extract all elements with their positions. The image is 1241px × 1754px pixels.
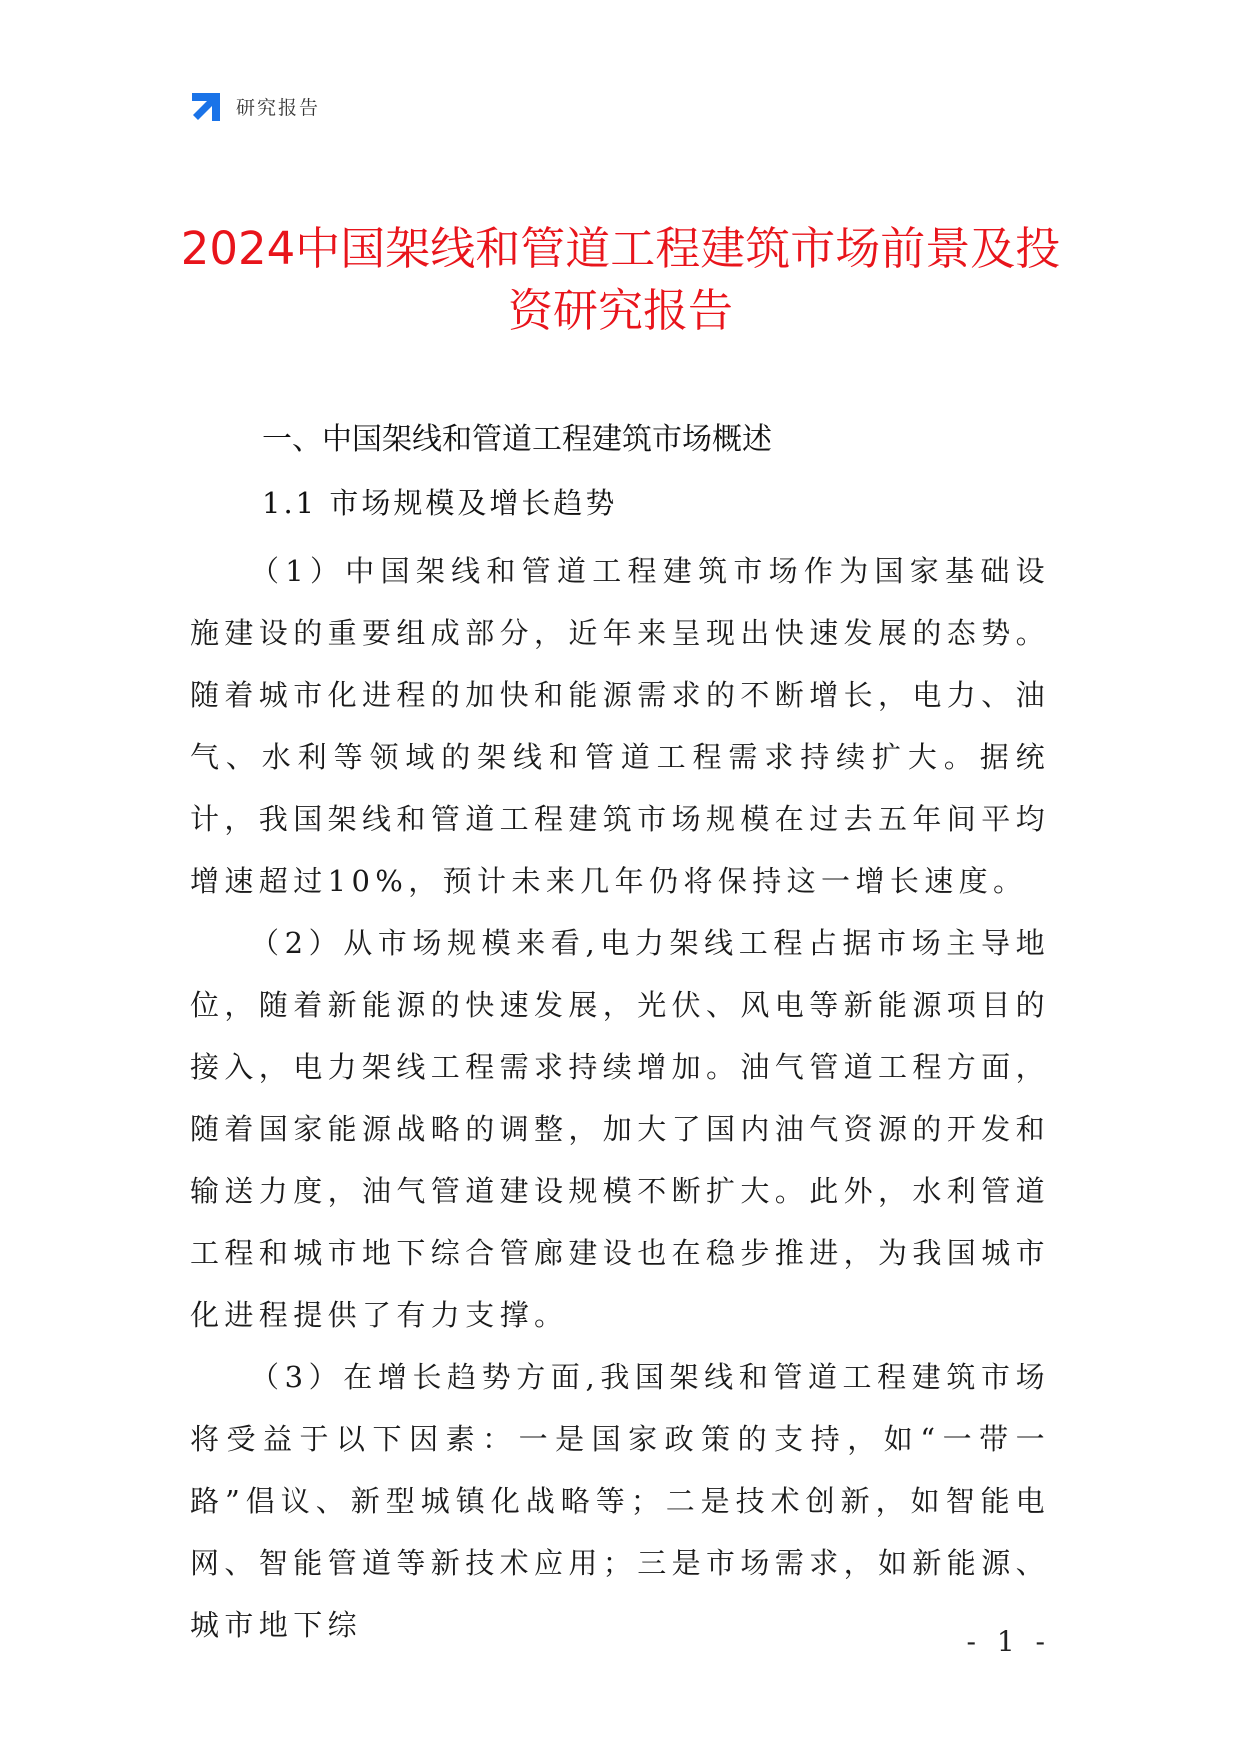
paragraph-2: （2）从市场规模来看,电力架线工程占据市场主导地位，随着新能源的快速发展，光伏、风电等新能源项目的接入，电力架线工程需求持续增加。油气管道工程方面，随着国家能源战略的调整，加大了国内油气资源的开发和输送力度，油气管道建设规模不断扩大。此外，水利管道工程和城市地下综合管廊建设也在稳步推进，为我国城市化进程提供了有力支撑。 <box>190 926 1051 1332</box>
paragraph-1: （1）中国架线和管道工程建筑市场作为国家基础设施建设的重要组成部分，近年来呈现出快速发展的态势。随着城市化进程的加快和能源需求的不断增长，电力、油气、水利等领域的架线和管道工程需求持续扩大。据统计，我国架线和管道工程建筑市场规模在过去五年间平均增速超过10%，预计未来几年仍将保持这一增长速度。 <box>190 554 1051 898</box>
subsection-heading: 1.1 市场规模及增长趋势 <box>262 486 618 520</box>
document-title: 2024中国架线和管道工程建筑市场前景及投资研究报告 <box>180 222 1061 337</box>
arrow-up-right-icon <box>190 89 224 123</box>
header-label: 研究报告 <box>236 96 321 119</box>
paragraph-3: （3）在增长趋势方面,我国架线和管道工程建筑市场将受益于以下因素：一是国家政策的支持，如“一带一路”倡议、新型城镇化战略等；二是技术创新，如智能电网、智能管道等新技术应用；三是市场需求，如新能源、城市地下综 <box>190 1360 1051 1642</box>
page-number: - 1 - <box>966 1625 1051 1658</box>
body-text <box>190 540 1050 1656</box>
section-heading: 一、中国架线和管道工程建筑市场概述 <box>262 422 772 457</box>
report-header <box>190 88 320 124</box>
